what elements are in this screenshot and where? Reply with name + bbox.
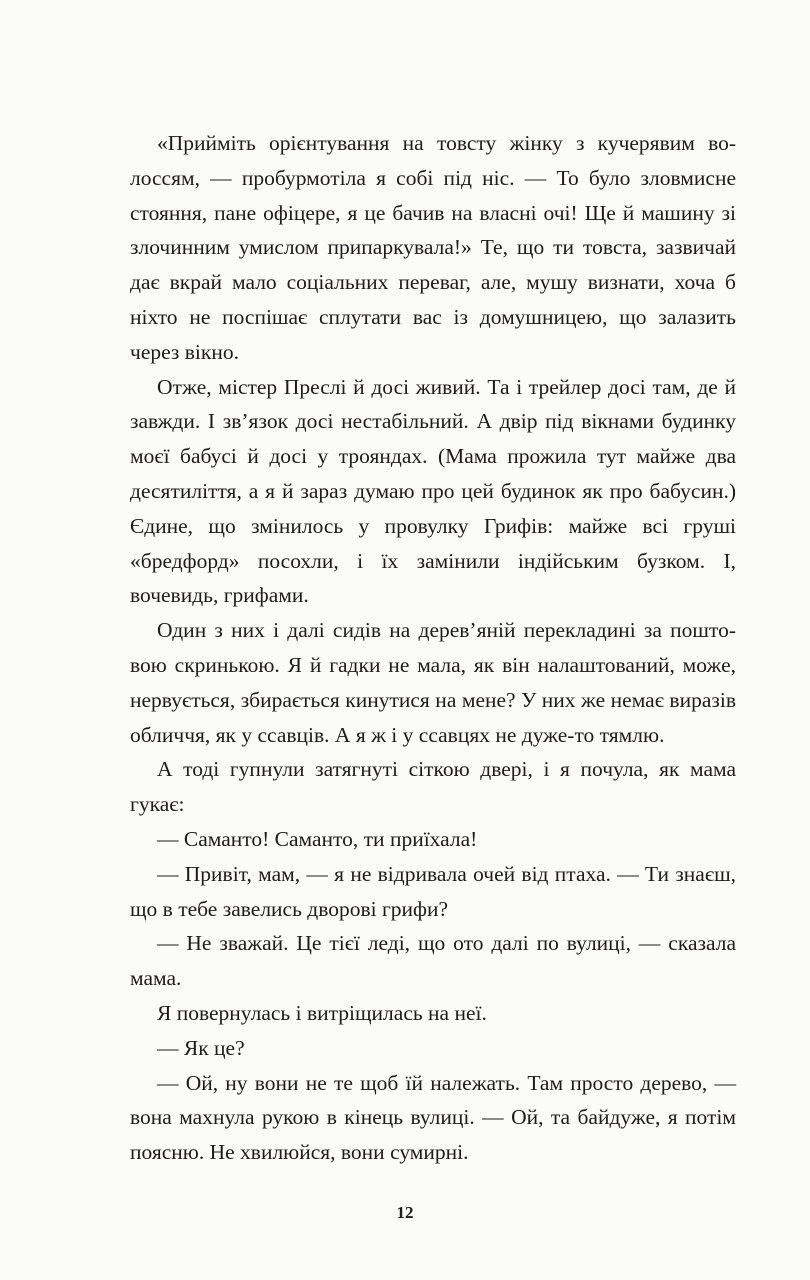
- dialogue-line: — Ой, ну вони не те щоб їй належать. Там просто дерево, — вона махнула рукою в кінець вулиці. — Ой, та байдуже, я потім поясню. Не хвилюйся, вони сумирні.: [130, 1070, 736, 1165]
- dialogue-line: — Як це?: [157, 1035, 245, 1060]
- paragraph: Отже, містер Преслі й досі живий. Та і трейлер досі там, де й завжди. І зв’язок досі нестабільний. А двір під вікнами будинку моєї бабусі й досі у трояндах. (Мама прожила тут майже два десятиліття, а я й зараз думаю про цей будинок як про бабусин.) Єдине, що змінилось у провулку Грифів: майже всі груші «бредфорд» посохли, і їх замінили індійським бузком. І, вочевидь, грифами.: [130, 374, 736, 608]
- paragraph: Я повернулась і витріщилась на неї.: [157, 1000, 487, 1025]
- body-text: [130, 126, 736, 1170]
- dialogue-line: — Саманто! Саманто, ти приїхала!: [157, 826, 478, 851]
- page-number: 12: [396, 1203, 414, 1222]
- dialogue-line: — Привіт, мам, — я не відривала очей від птаха. — Ти знаєш, що в тебе завелись дворові грифи?: [130, 861, 736, 921]
- paragraph: Один з них і далі сидів на дерев’яній перекладині за поштовою скринькою. Я й гадки не мала, як він налаштований, може, нервується, збирається кинутися на мене? У них же немає виразів обличчя, як у ссавців. А я ж і у ссавцях не дуже-то тямлю.: [130, 618, 736, 747]
- paragraph: «Прийміть орієнтування на товсту жінку з кучерявим волоссям, — пробурмотіла я собі під ніс. — То було зловмисне стояння, пане офіцере, я це бачив на власні очі! Ще й машину зі злочинним умислом припаркувала!» Те, що ти товста, зазвичай дає вкрай мало соціальних переваг, але, мушу визнати, хоча б ніхто не поспішає сплутати вас із домушницею, що залазить через вікно.: [130, 131, 736, 364]
- dialogue-line: — Не зважай. Це тієї леді, що ото далі по вулиці, — сказала мама.: [130, 931, 736, 991]
- paragraph: А тоді гупнули затягнуті сіткою двері, і я почула, як мама гукає:: [130, 757, 736, 817]
